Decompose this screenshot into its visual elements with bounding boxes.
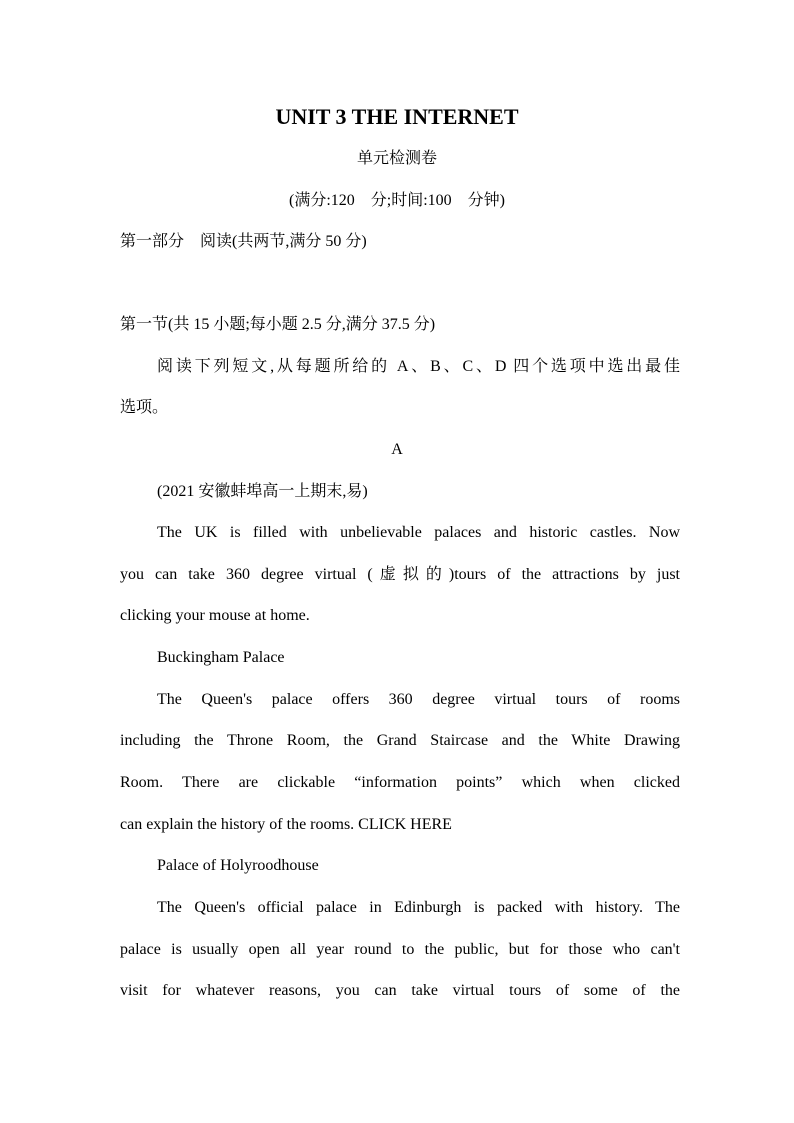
passage-label: A	[391, 441, 403, 458]
paragraph-line: you can take 360 degree virtual (虚拟的)tours of the attractions by just	[120, 566, 680, 583]
paragraph-line: Room. There are clickable “information points” which when clicked	[120, 774, 680, 791]
paragraph-line: can explain the history of the rooms. CLICK HERE	[120, 816, 452, 833]
paragraph-line: clicking your mouse at home.	[120, 607, 310, 624]
paragraph-line: palace is usually open all year round to the public, but for those who can't	[120, 941, 680, 958]
paragraph-line: The UK is filled with unbelievable palaces and historic castles. Now	[157, 524, 680, 541]
section-heading-holyrood: Palace of Holyroodhouse	[157, 857, 319, 874]
instructions-line: 阅读下列短文,从每题所给的 A、B、C、D 四个选项中选出最佳	[157, 358, 680, 375]
paragraph-line: visit for whatever reasons, you can take virtual tours of some of the	[120, 982, 680, 999]
score-time-info: (满分:120 分;时间:100 分钟)	[289, 192, 505, 209]
passage-source: (2021 安徽蚌埠高一上期末,易)	[157, 483, 368, 500]
document-title: UNIT 3 THE INTERNET	[275, 104, 519, 129]
part-one-heading: 第一部分 阅读(共两节,满分 50 分)	[120, 233, 367, 250]
instructions-line: 选项。	[120, 399, 169, 416]
paragraph-line: including the Throne Room, the Grand Staircase and the White Drawing	[120, 732, 680, 749]
paragraph-line: The Queen's palace offers 360 degree virtual tours of rooms	[157, 691, 680, 708]
section-heading-buckingham: Buckingham Palace	[157, 649, 285, 666]
document-subtitle: 单元检测卷	[356, 150, 437, 167]
paragraph-line: The Queen's official palace in Edinburgh is packed with history. The	[157, 899, 680, 916]
section-one-heading: 第一节(共 15 小题;每小题 2.5 分,满分 37.5 分)	[120, 316, 436, 333]
